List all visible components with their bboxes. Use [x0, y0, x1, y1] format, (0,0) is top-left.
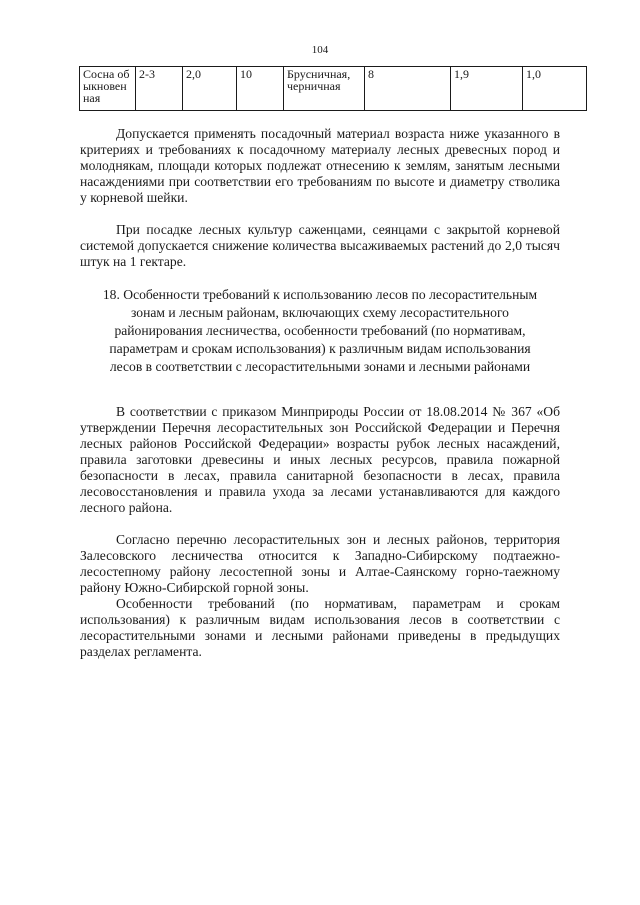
table-cell: 1,9 — [451, 67, 523, 111]
table-cell: 2-3 — [136, 67, 183, 111]
table-cell: 10 — [237, 67, 284, 111]
paragraph-planting-material: Допускается применять посадочный материал возраста ниже указанного в критериях и требованиях к посадочному материалу лесных древесных пород и молоднякам, площади которых подлежат отнесению к землям, занятым лесными насаждениями при соответствии его требованиям по высоте и диаметру стволика у корневой шейки. — [80, 126, 560, 205]
table-cell: 2,0 — [183, 67, 237, 111]
paragraph-requirements: Особенности требований (по нормативам, параметрам и срокам использования) к различным видам использования лесов в соответствии с лесорастительными зонами и лесными районами приведены в предыдущих разделах регламента. — [80, 596, 560, 659]
paragraph-zones: Согласно перечню лесорастительных зон и лесных районов, территория Залесовского лесничества относится к Западно-Сибирскому подтаежно-лесостепному району лесостепной зоны и Алтае-Саянскому горно-таежному району Южно-Сибирской горной зоны. — [80, 532, 560, 595]
paragraph-seedlings: При посадке лесных культур саженцами, сеянцами с закрытой корневой системой допускается снижение количества высаживаемых растений до 2,0 тысяч штук на 1 гектаре. — [80, 222, 560, 269]
table-cell-forest-type: Брусничная, черничная — [284, 67, 365, 111]
section-heading: 18. Особенности требований к использованию лесов по лесорастительным зонам и лесным районам, включающих схему лесорастительного районирования лесничества, особенности требований (по нормативам, параметрам и срокам использования) к различным видам использования лесов в соответствии с лесорастительными зонами и лесными районами — [102, 287, 538, 374]
paragraph-order: В соответствии с приказом Минприроды России от 18.08.2014 № 367 «Об утверждении Перечня лесорастительных зон Российской Федерации и Перечня лесных районов Российской Федерации» возрасты рубок лесных насаждений, правила заготовки древесины и иных лесных ресурсов, правила пожарной безопасности в лесах, правила санитарной безопасности в лесах, правила лесовосстановления и правила ухода за лесами устанавливаются для каждого лесного района. — [80, 404, 560, 515]
page-number: 104 — [311, 44, 329, 56]
seedling-table — [79, 66, 587, 111]
table-cell: 1,0 — [523, 67, 587, 111]
table-cell: 8 — [365, 67, 451, 111]
table-row — [80, 67, 587, 111]
table-cell-species: Сосна обыкновенная — [80, 67, 136, 111]
